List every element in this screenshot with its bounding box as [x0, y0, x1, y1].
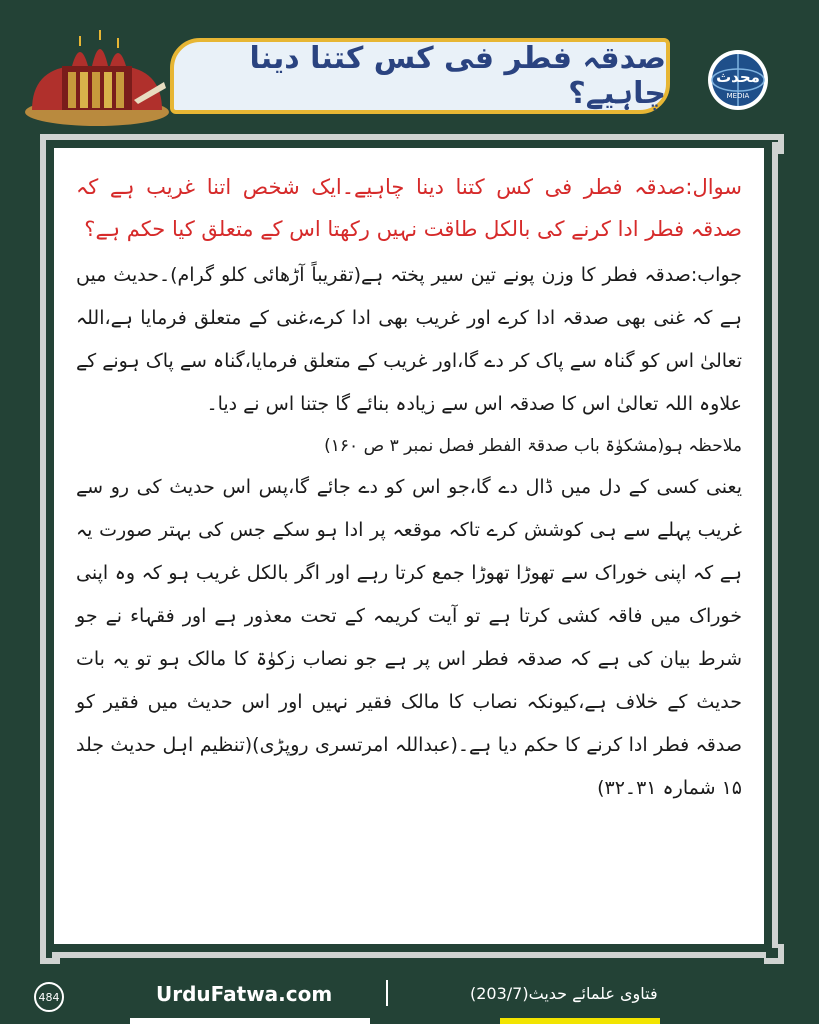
title-banner	[170, 38, 670, 114]
frame-corner	[40, 944, 60, 964]
answer-paragraph-2: یعنی کسی کے دل میں ڈال دے گا،جو اس کو دے جائے گا،پس اس حدیث کی رو سے غریب پہلے سے ہی کوشش کرے تاکہ موقعہ پر ادا ہو سکے جس کی بہتر صورت یہ ہے کہ اپنی خوراک سے تھوڑا تھوڑا جمع کرتا رہے اور اگر بالکل غریب ہو کہ وہ اپنی خوراک میں فاقہ کشی کرتا ہے تو آیت کریمہ کے تحت معذور ہے اور فقہاء نے جو شرط بیان کی ہے کہ صدقہ فطر اس پر ہے جو نصاب زکوٰۃ کا مالک ہو تو یہ بات حدیث کے خلاف ہے،کیونکہ نصاب کا مالک فقیر نہیں اور اس حدیث میں فقیر کو صدقہ فطر ادا کرنے کا حکم دیا ہے۔(عبداللہ امرتسری روپڑی)(تنظیم اہل حدیث جلد ۱۵ شمارہ ۳۱۔۳۲)	[76, 476, 742, 799]
header	[0, 0, 819, 140]
footer-stripe-yellow	[500, 1018, 660, 1024]
frame-top	[52, 134, 766, 140]
frame-corner	[764, 134, 784, 154]
site-link[interactable]: UrduFatwa.com	[156, 982, 333, 1006]
library-domes-icon	[22, 30, 172, 130]
page-number-badge: 484	[34, 982, 64, 1012]
fatwa-content	[54, 148, 764, 944]
page-title: صدقہ فطر فی کس کتنا دینا چاہیے؟	[249, 41, 666, 111]
muhaddis-media-logo-icon	[706, 48, 770, 112]
footer-divider	[386, 980, 388, 1006]
frame-bottom	[52, 952, 766, 958]
frame-left	[40, 142, 46, 948]
question-text: سوال:صدقہ فطر فی کس کتنا دینا چاہیے۔ایک شخص اتنا غریب ہے کہ صدقہ فطر ادا کرنے کی بالکل طاقت نہیں رکھتا اس کے متعلق کیا حکم ہے؟	[76, 175, 742, 241]
frame-corner	[764, 944, 784, 964]
logo-text: محدث	[716, 68, 760, 86]
frame-right	[772, 142, 778, 948]
answer-paragraph-1: جواب:صدقہ فطر کا وزن پونے تین سیر پختہ ہے(تقریباً آڑھائی کلو گرام)۔حدیث میں ہے کہ غنی بھی صدقہ ادا کرے اور غریب بھی ادا کرے،غنی کے متعلق فرمایا ہے،اللہ تعالیٰ اس کو گناہ سے پاک کر دے گا،اور غریب کے متعلق فرمایا،گناہ سے پاک ہونے کے علاوہ اللہ تعالیٰ اس کا صدقہ اس سے زیادہ بنائے گا جتنا اس نے دیا۔	[76, 264, 742, 415]
book-reference: فتاوی علمائے حدیث(203/7)	[470, 984, 658, 1003]
reference-citation: ملاحظہ ہو(مشکوٰۃ باب صدقۃ الفطر فصل نمبر ۳ ص ۱۶۰)	[324, 436, 742, 456]
logo-subtext: MEDIA	[726, 92, 750, 100]
footer	[0, 962, 819, 1024]
footer-stripe-white	[130, 1018, 370, 1024]
